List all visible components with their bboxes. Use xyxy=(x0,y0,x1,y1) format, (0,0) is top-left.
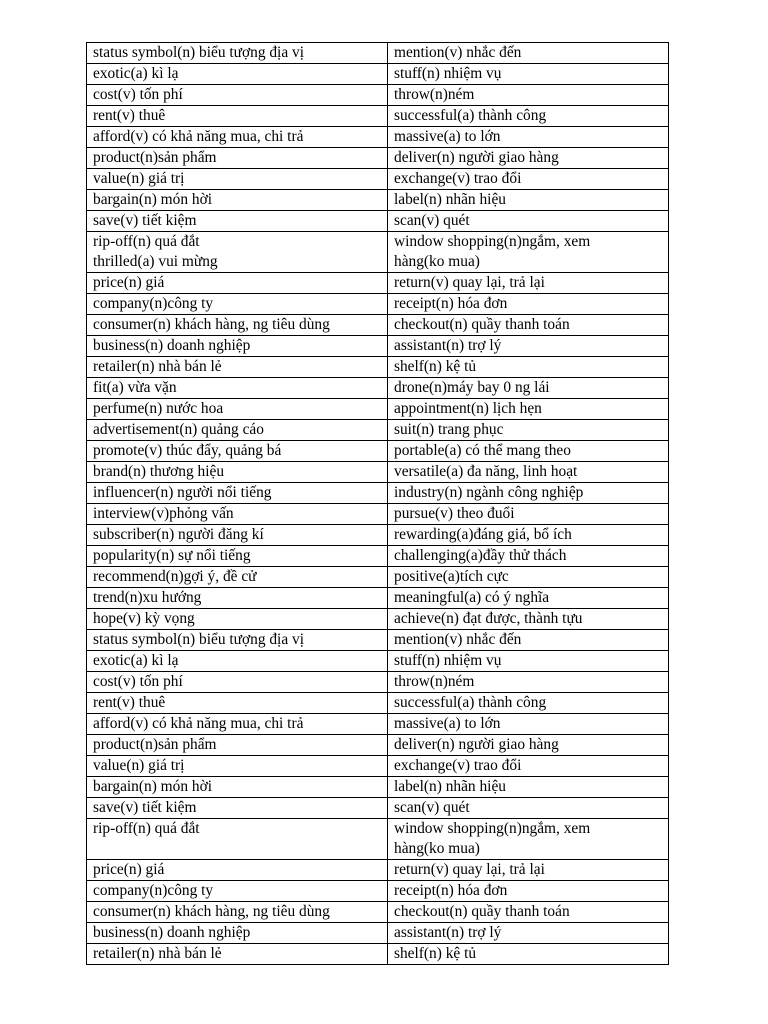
vocab-cell-left: save(v) tiết kiệm xyxy=(87,798,388,819)
vocab-cell-right: throw(n)ném xyxy=(388,85,669,106)
vocab-cell-right: shelf(n) kệ tủ xyxy=(388,944,669,965)
vocab-cell-right: label(n) nhãn hiệu xyxy=(388,190,669,211)
vocab-cell-right: assistant(n) trợ lý xyxy=(388,336,669,357)
vocab-cell-left: status symbol(n) biểu tượng địa vị xyxy=(87,630,388,651)
table-row xyxy=(87,860,669,881)
vocab-cell-right: mention(v) nhắc đến xyxy=(388,43,669,64)
vocab-cell-left: save(v) tiết kiệm xyxy=(87,211,388,232)
vocab-cell-right: assistant(n) trợ lý xyxy=(388,923,669,944)
table-row xyxy=(87,881,669,902)
vocab-cell-right: checkout(n) quầy thanh toán xyxy=(388,902,669,923)
vocab-cell-right: rewarding(a)đáng giá, bổ ích xyxy=(388,525,669,546)
vocab-cell-right: deliver(n) người giao hàng xyxy=(388,735,669,756)
vocab-cell-left: bargain(n) món hời xyxy=(87,190,388,211)
vocab-cell-left: rent(v) thuê xyxy=(87,693,388,714)
vocab-cell-left: value(n) giá trị xyxy=(87,169,388,190)
vocab-cell-left: hope(v) kỳ vọng xyxy=(87,609,388,630)
vocab-cell-left: cost(v) tốn phí xyxy=(87,85,388,106)
vocab-cell-right: exchange(v) trao đổi xyxy=(388,756,669,777)
vocab-cell-left: retailer(n) nhà bán lẻ xyxy=(87,944,388,965)
vocab-cell-left: rip-off(n) quá đắt xyxy=(87,819,388,860)
table-row xyxy=(87,232,669,273)
vocab-cell-left: retailer(n) nhà bán lẻ xyxy=(87,357,388,378)
vocab-cell-left: exotic(a) kì lạ xyxy=(87,64,388,85)
table-row xyxy=(87,777,669,798)
table-row xyxy=(87,609,669,630)
vocab-cell-left: fit(a) vừa vặn xyxy=(87,378,388,399)
table-row xyxy=(87,336,669,357)
table-row xyxy=(87,923,669,944)
table-row xyxy=(87,798,669,819)
vocab-cell-left: interview(v)phỏng vấn xyxy=(87,504,388,525)
table-row xyxy=(87,148,669,169)
table-row xyxy=(87,169,669,190)
vocab-cell-right: successful(a) thành công xyxy=(388,693,669,714)
vocabulary-table xyxy=(86,42,669,965)
vocab-cell-left: influencer(n) người nổi tiếng xyxy=(87,483,388,504)
vocab-cell-right: stuff(n) nhiệm vụ xyxy=(388,64,669,85)
vocab-cell-left: afford(v) có khả năng mua, chi trả xyxy=(87,714,388,735)
vocabulary-table-body xyxy=(87,43,669,965)
vocab-cell-right: window shopping(n)ngắm, xem hàng(ko mua) xyxy=(388,819,669,860)
vocab-cell-left: advertisement(n) quảng cáo xyxy=(87,420,388,441)
vocab-cell-left: product(n)sản phẩm xyxy=(87,735,388,756)
vocab-cell-left: company(n)công ty xyxy=(87,294,388,315)
table-row xyxy=(87,85,669,106)
vocab-cell-right: appointment(n) lịch hẹn xyxy=(388,399,669,420)
vocab-cell-left: value(n) giá trị xyxy=(87,756,388,777)
vocab-cell-right: shelf(n) kệ tủ xyxy=(388,357,669,378)
vocab-cell-right: portable(a) có thể mang theo xyxy=(388,441,669,462)
vocab-cell-left: consumer(n) khách hàng, ng tiêu dùng xyxy=(87,315,388,336)
table-row xyxy=(87,672,669,693)
vocab-cell-right: scan(v) quét xyxy=(388,798,669,819)
vocab-cell-left: recommend(n)gợi ý, đề cử xyxy=(87,567,388,588)
table-row xyxy=(87,43,669,64)
vocab-cell-right: stuff(n) nhiệm vụ xyxy=(388,651,669,672)
table-row xyxy=(87,106,669,127)
vocab-cell-right: meaningful(a) có ý nghĩa xyxy=(388,588,669,609)
table-row xyxy=(87,211,669,232)
vocab-cell-right: mention(v) nhắc đến xyxy=(388,630,669,651)
vocab-cell-left: promote(v) thúc đẩy, quảng bá xyxy=(87,441,388,462)
table-row xyxy=(87,420,669,441)
table-row xyxy=(87,714,669,735)
vocab-cell-left: perfume(n) nước hoa xyxy=(87,399,388,420)
table-row xyxy=(87,462,669,483)
vocab-cell-right: suit(n) trang phục xyxy=(388,420,669,441)
table-row xyxy=(87,525,669,546)
vocab-cell-left: status symbol(n) biểu tượng địa vị xyxy=(87,43,388,64)
table-row xyxy=(87,546,669,567)
vocab-cell-right: positive(a)tích cực xyxy=(388,567,669,588)
vocab-cell-left: price(n) giá xyxy=(87,860,388,881)
table-row xyxy=(87,944,669,965)
table-row xyxy=(87,651,669,672)
table-row xyxy=(87,630,669,651)
vocab-cell-right: challenging(a)đầy thử thách xyxy=(388,546,669,567)
table-row xyxy=(87,567,669,588)
vocab-cell-left: bargain(n) món hời xyxy=(87,777,388,798)
vocab-cell-left: exotic(a) kì lạ xyxy=(87,651,388,672)
table-row xyxy=(87,483,669,504)
vocab-cell-right: throw(n)ném xyxy=(388,672,669,693)
vocab-cell-right: massive(a) to lớn xyxy=(388,127,669,148)
table-row xyxy=(87,127,669,148)
vocab-cell-right: receipt(n) hóa đơn xyxy=(388,294,669,315)
vocab-cell-left: rent(v) thuê xyxy=(87,106,388,127)
table-row xyxy=(87,294,669,315)
vocab-cell-left: popularity(n) sự nổi tiếng xyxy=(87,546,388,567)
vocab-cell-right: scan(v) quét xyxy=(388,211,669,232)
vocab-cell-right: pursue(v) theo đuổi xyxy=(388,504,669,525)
vocab-cell-left: trend(n)xu hướng xyxy=(87,588,388,609)
vocab-cell-left: consumer(n) khách hàng, ng tiêu dùng xyxy=(87,902,388,923)
table-row xyxy=(87,64,669,85)
vocab-cell-right: massive(a) to lớn xyxy=(388,714,669,735)
table-row xyxy=(87,190,669,211)
vocab-cell-right: successful(a) thành công xyxy=(388,106,669,127)
vocab-cell-left: business(n) doanh nghiệp xyxy=(87,923,388,944)
table-row xyxy=(87,819,669,860)
vocab-cell-right: deliver(n) người giao hàng xyxy=(388,148,669,169)
vocab-cell-left: subscriber(n) người đăng kí xyxy=(87,525,388,546)
vocab-cell-right: drone(n)máy bay 0 ng lái xyxy=(388,378,669,399)
table-row xyxy=(87,756,669,777)
table-row xyxy=(87,441,669,462)
vocab-cell-left: afford(v) có khả năng mua, chi trả xyxy=(87,127,388,148)
vocab-cell-right: industry(n) ngành công nghiệp xyxy=(388,483,669,504)
vocab-cell-left: price(n) giá xyxy=(87,273,388,294)
table-row xyxy=(87,273,669,294)
vocab-cell-right: receipt(n) hóa đơn xyxy=(388,881,669,902)
vocab-cell-right: versatile(a) đa năng, linh hoạt xyxy=(388,462,669,483)
table-row xyxy=(87,357,669,378)
vocab-cell-left: brand(n) thương hiệu xyxy=(87,462,388,483)
table-row xyxy=(87,902,669,923)
table-row xyxy=(87,315,669,336)
table-row xyxy=(87,693,669,714)
vocab-cell-left: product(n)sản phẩm xyxy=(87,148,388,169)
vocab-cell-left: rip-off(n) quá đắt thrilled(a) vui mừng xyxy=(87,232,388,273)
vocab-cell-right: return(v) quay lại, trả lại xyxy=(388,273,669,294)
table-row xyxy=(87,399,669,420)
table-row xyxy=(87,588,669,609)
table-row xyxy=(87,504,669,525)
vocab-cell-right: achieve(n) đạt được, thành tựu xyxy=(388,609,669,630)
vocab-cell-right: window shopping(n)ngắm, xem hàng(ko mua) xyxy=(388,232,669,273)
vocab-cell-right: label(n) nhãn hiệu xyxy=(388,777,669,798)
vocab-cell-left: business(n) doanh nghiệp xyxy=(87,336,388,357)
vocab-cell-right: exchange(v) trao đổi xyxy=(388,169,669,190)
vocab-cell-left: cost(v) tốn phí xyxy=(87,672,388,693)
vocab-cell-right: return(v) quay lại, trả lại xyxy=(388,860,669,881)
vocab-cell-left: company(n)công ty xyxy=(87,881,388,902)
table-row xyxy=(87,378,669,399)
vocab-cell-right: checkout(n) quầy thanh toán xyxy=(388,315,669,336)
table-row xyxy=(87,735,669,756)
